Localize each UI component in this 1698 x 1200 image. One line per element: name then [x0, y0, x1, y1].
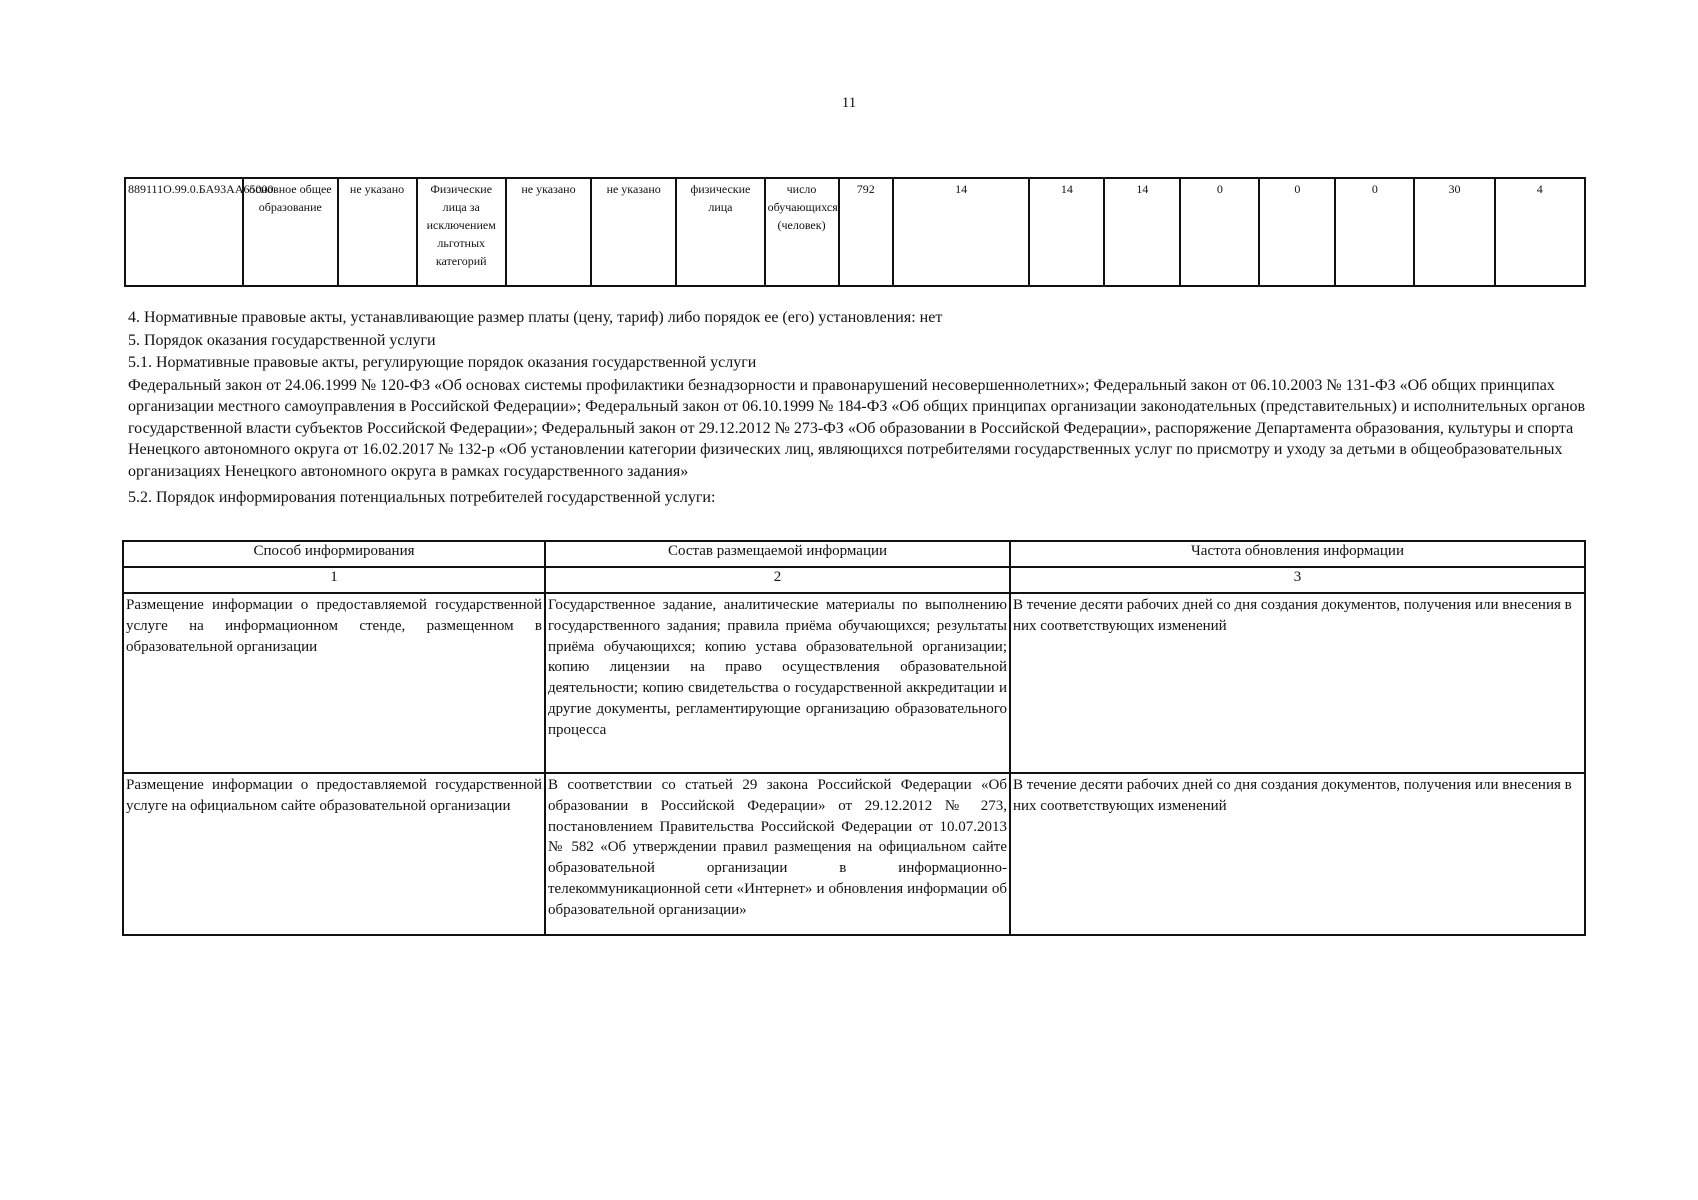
table-row	[123, 773, 1585, 935]
okei-code-cell: 792	[839, 178, 893, 286]
header-frequency: Частота обновления информации	[1010, 541, 1585, 567]
header-method: Способ информирования	[123, 541, 545, 567]
value-cell: 14	[1104, 178, 1180, 286]
column-number: 3	[1010, 567, 1585, 593]
consumer-type-cell: физические лица	[676, 178, 764, 286]
frequency-cell: В течение десяти рабочих дней со дня создания документов, получения или внесения в них соответствующих изменений	[1010, 593, 1585, 773]
value-cell: 30	[1414, 178, 1494, 286]
table-cell: не указано	[338, 178, 417, 286]
indicator-name-cell: число обучающихся (человек)	[765, 178, 839, 286]
education-level-cell: основное общее образование	[243, 178, 337, 286]
value-cell: 0	[1180, 178, 1259, 286]
information-table	[122, 540, 1586, 936]
indicator-row	[125, 178, 1585, 286]
value-cell: 0	[1259, 178, 1335, 286]
section-4-text: 4. Нормативные правовые акты, устанавливающие размер платы (цену, тариф) либо порядок ее (его) установления: нет	[128, 309, 943, 326]
page-number: 11	[841, 95, 857, 111]
section-5-heading: 5. Порядок оказания государственной услуги	[128, 331, 436, 349]
value-cell: 0	[1335, 178, 1414, 286]
content-cell: В соответствии со статьей 29 закона Российской Федерации «Об образовании в Российской Федерации» от 29.12.2012 № 273, постановлением Правительства Российской Федерации от 10.07.2013 № 582 «Об утверждении правил размещения на официальном сайте образовательной организации в информационно-телекоммуникационной сети «Интернет» и обновления информации об образовательной организации»	[545, 773, 1010, 935]
table-row	[123, 593, 1585, 773]
indicator-table	[124, 177, 1586, 287]
frequency-cell: В течение десяти рабочих дней со дня создания документов, получения или внесения в них соответствующих изменений	[1010, 773, 1585, 935]
table-cell: не указано	[506, 178, 591, 286]
section-5-2-heading: 5.2. Порядок информирования потенциальных потребителей государственной услуги:	[128, 489, 716, 507]
section-5-1-heading: 5.1. Нормативные правовые акты, регулирующие порядок оказания государственной услуги	[128, 354, 757, 372]
method-cell: Размещение информации о предоставляемой государственной услуге на информационном стенде, размещенном в образовательной организации	[123, 593, 545, 773]
consumer-category-cell: Физические лица за исключением льготных категорий	[417, 178, 506, 286]
column-number-row	[123, 567, 1585, 593]
value-cell: 14	[1029, 178, 1104, 286]
method-cell: Размещение информации о предоставляемой государственной услуге на официальном сайте образовательной организации	[123, 773, 545, 935]
registry-number-cell: 889111О.99.0.БА93АА65000	[125, 178, 243, 286]
value-cell: 14	[893, 178, 1030, 286]
table-cell: не указано	[591, 178, 676, 286]
value-cell: 4	[1495, 178, 1586, 286]
column-number: 2	[545, 567, 1010, 593]
column-number: 1	[123, 567, 545, 593]
regulation-section	[128, 307, 1590, 510]
header-content: Состав размещаемой информации	[545, 541, 1010, 567]
header-row	[123, 541, 1585, 567]
content-cell: Государственное задание, аналитические материалы по выполнению государственного задания; правила приёма обучающихся; результаты приёма обучающихся; копию устава образовательной организации; копию лицензии на право осуществления образовательной деятельности; копию свидетельства о государственной аккредитации и другие документы, регламентирующие организацию образовательного процесса	[545, 593, 1010, 773]
legal-acts-text: Федеральный закон от 24.06.1999 № 120-ФЗ «Об основах системы профилактики безнадзорности и правонарушений несовершеннолетних»; Федеральный закон от 06.10.2003 № 131-ФЗ «Об общих принципах организации местного самоуправления в Российской Федерации»; Федеральный закон от 06.10.1999 № 184-ФЗ «Об общих принципах организации законодательных (представительных) и исполнительных органов государственной власти субъектов Российской Федерации»; Федеральный закон от 29.12.2012 № 273-ФЗ «Об образовании в Российской Федерации», распоряжение Департамента образования, культуры и спорта Ненецкого автономного округа от 16.02.2017 № 132-р «Об установлении категории физических лиц, являющихся потребителями государственных услуг по присмотру и уходу за детьми в общеобразовательных организациях Ненецкого автономного округа в рамках государственного задания»	[128, 376, 1586, 480]
